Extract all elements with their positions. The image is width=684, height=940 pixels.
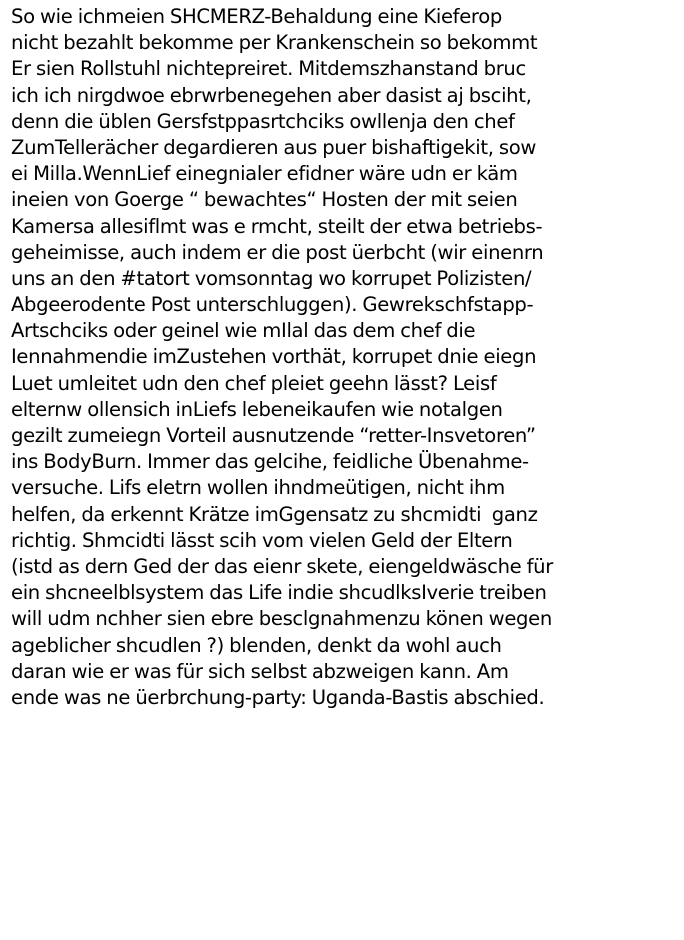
text-line: ich ich nirgdwoe ebrwrbenegehen aber dasist aj bsciht, bbox=[11, 83, 532, 107]
text-line: gezilt zumeiegn Vorteil ausnutzende “retter-Insvetoren” bbox=[11, 424, 536, 447]
text-line: daran wie er was für sich selbst abzweigen kann. Am bbox=[11, 659, 509, 683]
text-line: ei Milla.WennLief einegnialer efidner wäre udn er käm bbox=[11, 162, 518, 186]
body-text bbox=[11, 4, 683, 711]
text-line: Luet umleitet udn den chef pleiet geehn lässt? Leisf bbox=[11, 371, 497, 395]
text-line: helfen, da erkennt Krätze imGgensatz zu shcmidti ganz bbox=[11, 502, 538, 526]
text-line: Kamersa allesiflmt was e rmcht, steilt der etwa betriebs- bbox=[11, 214, 543, 238]
text-line: Abgeerodente Post unterschluggen). Gewrekschfstapp- bbox=[11, 293, 534, 317]
text-line: ende was ne üerbrchung-party: Uganda-Bastis abschied. bbox=[11, 685, 545, 709]
text-line: (istd as dern Ged der das eienr skete, eiengeldwäsche für bbox=[11, 554, 553, 578]
text-line: versuche. Lifs eletrn wollen ihndmeütigen, nicht ihm bbox=[11, 476, 505, 500]
text-line: denn die üblen Gersfstppasrtchciks owllenja den chef bbox=[11, 109, 515, 133]
text-line: uns an den #tatort vomsonntag wo korrupet Polizisten/ bbox=[11, 266, 532, 290]
text-line: ineien von Goerge “ bewachtes“ Hosten der mit seien bbox=[11, 188, 518, 212]
text-line: Er sien Rollstuhl nichtepreiret. Mitdemszhanstand bruc bbox=[11, 57, 526, 81]
text-line: will udm nchher sien ebre besclgnahmenzu könen wegen bbox=[11, 607, 552, 631]
text-line: elternw ollensich inLiefs lebeneikaufen wie notalgen bbox=[11, 397, 503, 421]
text-line: ein shcneelblsystem das Life indie shcudlksIverie treiben bbox=[11, 581, 547, 605]
text-line: So wie ichmeien SHCMERZ-Behaldung eine Kieferop bbox=[11, 5, 502, 28]
text-line: nicht bezahlt bekomme per Krankenschein so bekommt bbox=[11, 31, 538, 55]
text-line: richtig. Shmcidti lässt scih vom vielen Geld der Eltern bbox=[11, 528, 513, 552]
text-line: geheimisse, auch indem er die post üerbcht (wir einenrn bbox=[11, 240, 544, 264]
text-line: ageblicher shcudlen ?) blenden, denkt da wohl auch bbox=[11, 633, 502, 657]
text-line: ins BodyBurn. Immer das gelcihe, feidliche Übenahme- bbox=[11, 450, 529, 474]
text-line: ZumTellerächer degardieren aus puer bishaftigekit, sow bbox=[11, 135, 537, 159]
text-line: Iennahmendie imZustehen vorthät, korrupet dnie eiegn bbox=[11, 345, 537, 369]
text-line: Artschciks oder geinel wie mIlal das dem chef die bbox=[11, 319, 476, 343]
